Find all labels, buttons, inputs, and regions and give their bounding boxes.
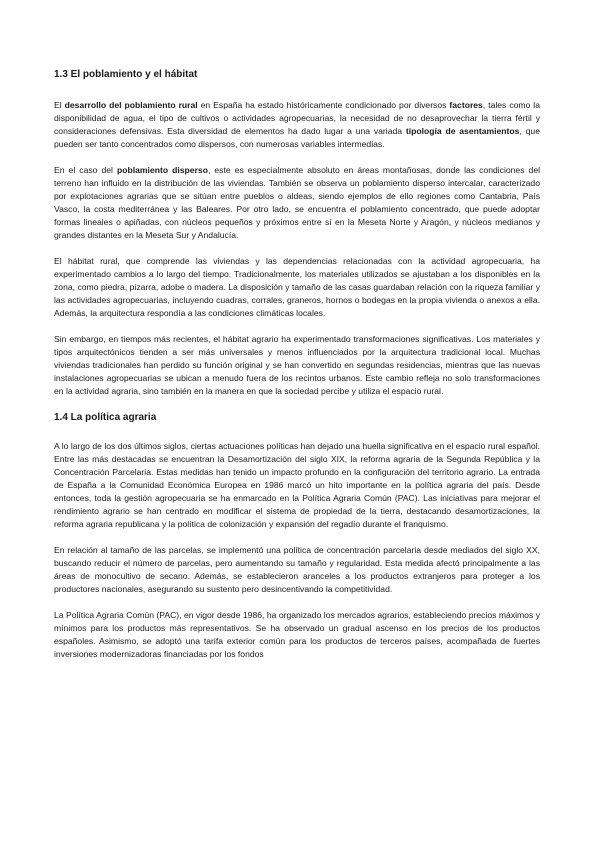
paragraph-disperso [54, 164, 540, 242]
bold-term: desarrollo del poblamiento rural [64, 100, 198, 110]
text-run: en España ha estado históricamente condicionado por diversos [197, 100, 450, 110]
paragraph-parcelas: En relación al tamaño de las parcelas, se implementó una política de concentración parcelaria desde mediados del siglo XX, buscando reducir el número de parcelas, pero aumentando su tamaño y regularidad. Esta medida afectó principalmente a las áreas de monocultivo de secano. Además, se establecieron aranceles a los productos extranjeros para proteger a los productores nacionales, asegurando su sustento pero desincentivando la competitividad. [54, 545, 540, 594]
bold-term: factores [449, 100, 483, 110]
text-run: , que pueden ser tanto concentrados como dispersos, con numerosas variables intermedias. [54, 126, 540, 149]
paragraph-actuaciones: A lo largo de los dos últimos siglos, ciertas actuaciones políticas han dejado una huella significativa en el espacio rural español. Entre las más destacadas se encuentran la Desamortización del siglo XIX, la reforma agraria de la Segunda República y la Concentración Parcelaria. Estas medidas han tenido un impacto profundo en la configuración del territorio agrario. La entrada de España a la Comunidad Económica Europea en 1986 marcó un hito importante en la política agraria del país. Desde entonces, toda la gestión agropecuaria se ha enmarcado en la Política Agraria Común (PAC). Las iniciativas para mejorar el rendimiento agrario se han centrado en modificar el sistema de propiedad de la tierra, destacando desamortizaciones, la reforma agraria republicana y la política de colonización y expansión del regadío durante el franquismo. [54, 441, 540, 529]
bold-term: tipología de asentamientos [405, 126, 520, 136]
text-run: , este es especialmente absoluto en áreas montañosas, donde las condiciones del terreno han influido en la distribución de las viviendas. También se observa un poblamiento disperso intercalar, caracterizado por explotaciones agrarias que se sitúan entre pueblos o aldeas, siendo ejemplos de ello regiones como Cantabria, País Vasco, la costa mediterránea y las Baleares. Por otro lado, se encuentra el poblamiento concentrado, que puede adoptar formas lineales o apiñadas, con núcleos pequeños y próximos entre sí en la Meseta Norte y Aragón, y núcleos medianos y grandes distantes en la Meseta Sur y Andalucía. [54, 165, 541, 240]
bold-term: poblamiento disperso [117, 165, 208, 175]
text-run: El [54, 100, 65, 110]
section-heading-poblamiento: 1.3 El poblamiento y el hábitat [54, 69, 198, 80]
text-run: En el caso del [54, 165, 117, 175]
paragraph-habitat: El hábitat rural, que comprende las viviendas y las dependencias relacionadas con la actividad agropecuaria, ha experimentado cambios a lo largo del tiempo. Tradicionalmente, los materiales utilizados se ajustaban a los disponibles en la zona, como piedra, pizarra, adobe o madera. La disposición y tamaño de las casas guardaban relación con la riqueza familiar y las actividades agropecuarias, incluyendo cuadras, corrales, graneros, hornos o bodegas en la propia vivienda o anexos a ella. Además, la arquitectura respondía a las condiciones climáticas locales. [54, 256, 540, 318]
section-heading-politica: 1.4 La política agraria [54, 412, 157, 423]
paragraph-transformaciones: Sin embargo, en tiempos más recientes, el hábitat agrario ha experimentado transformaciones significativas. Los materiales y tipos arquitectónicos tienden a ser más universales y menos influenciados por la arquitectura tradicional local. Muchas viviendas tradicionales han perdido su función original y se han convertido en segundas residencias, mientras que las nuevas instalaciones agropecuarias se ubican a menudo fuera de los recintos urbanos. Este cambio refleja no solo transformaciones en la actividad agraria, sino también en la manera en que la sociedad percibe y utiliza el espacio rural. [54, 334, 540, 396]
text-run: , tales como la disponibilidad de agua, el tipo de cultivos o actividades agropecuarias, la necesidad de no desaprovechar la tierra fértil y consideraciones defensivas. Esta diversidad de elementos ha dado lugar a una variada [54, 100, 540, 136]
paragraph-desarrollo [54, 99, 540, 151]
paragraph-pac: La Política Agraria Común (PAC), en vigor desde 1986, ha organizado los mercados agrarios, estableciendo precios máximos y mínimos para los productos más representativos. Se ha observado un gradual ascenso en los precios de los productos españoles. Asimismo, se adoptó una tarifa exterior común para los productos de terceros países, acompañada de fuertes inversiones modernizadoras financiadas por los fondos [54, 610, 540, 659]
